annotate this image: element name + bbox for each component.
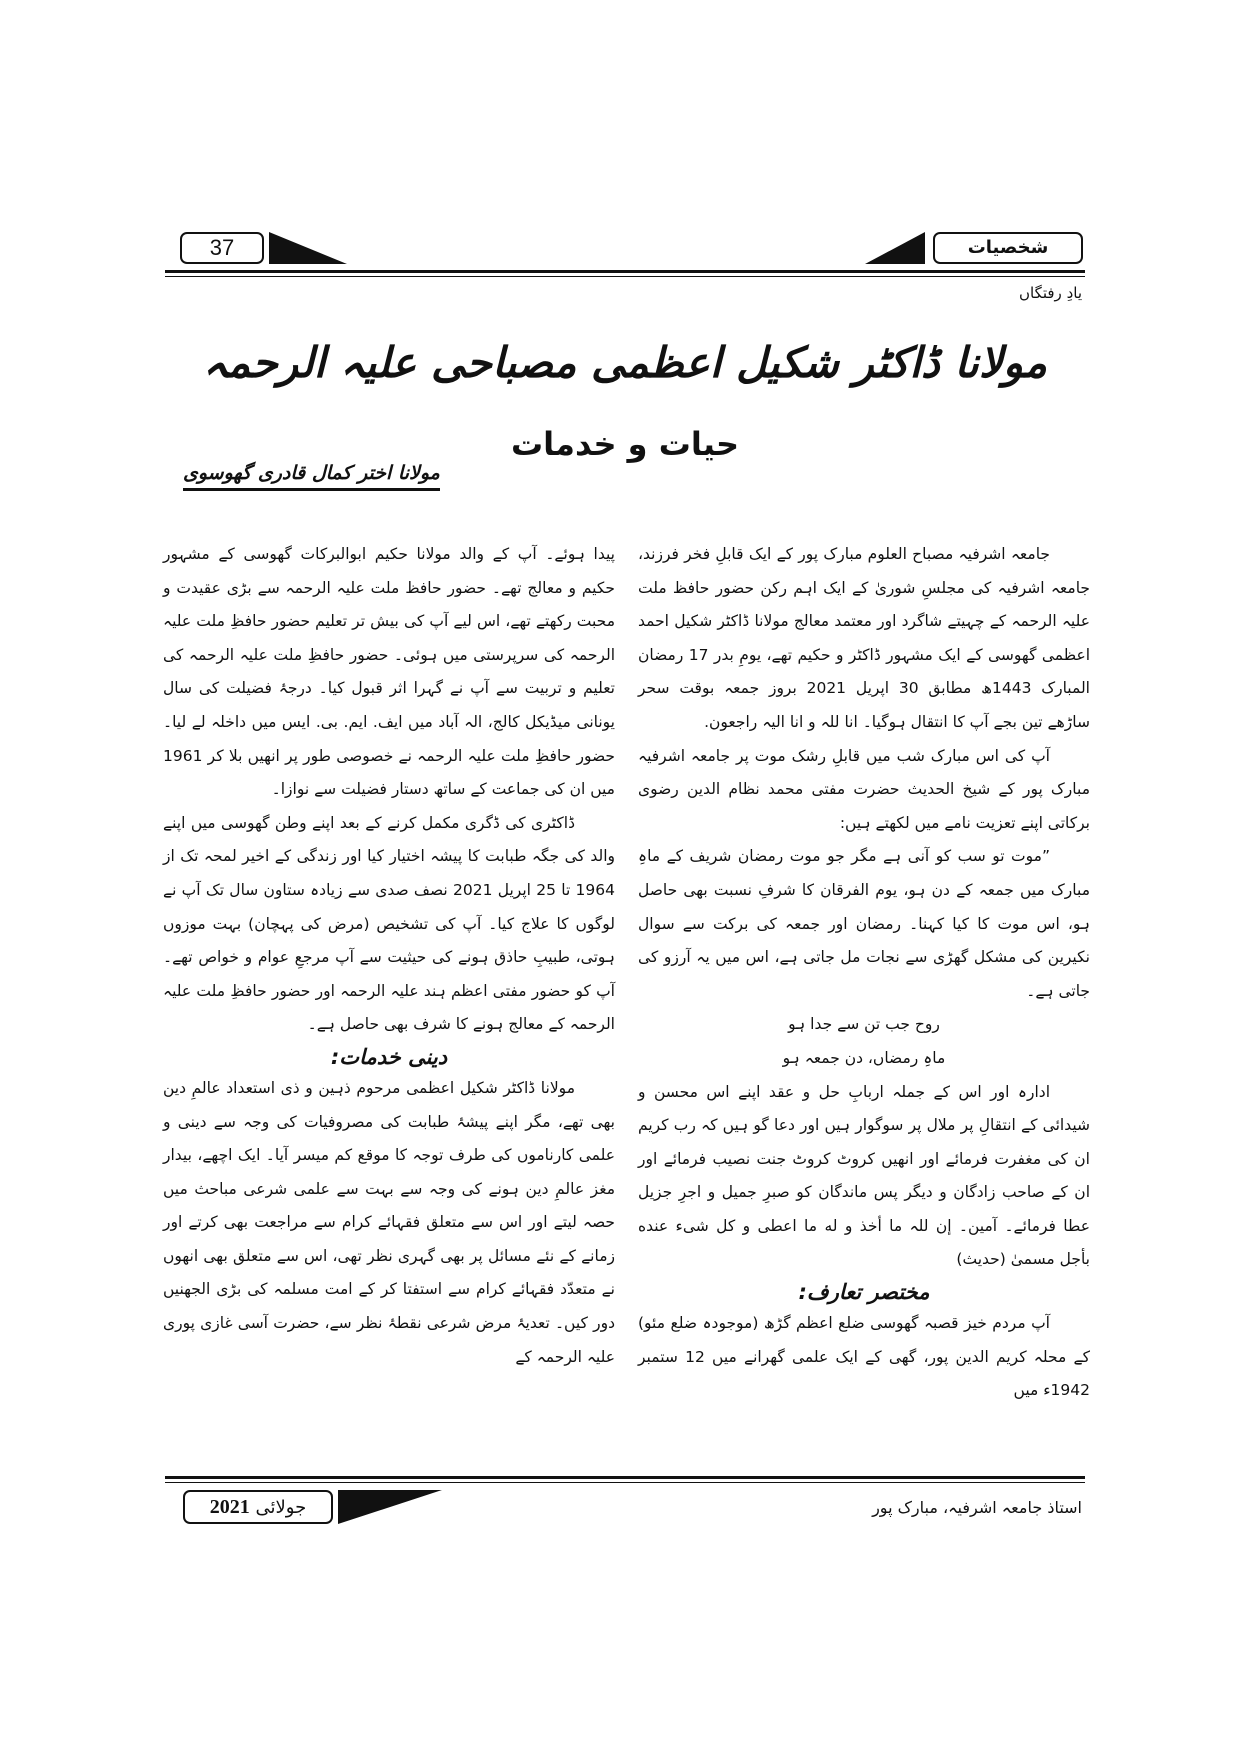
page-number-box: 37	[180, 232, 264, 264]
paragraph: آپ مردم خیز قصبہ گھوسی ضلع اعظم گڑھ (موجودہ ضلع مئو) کے محلہ کریم الدین پور، گھی کے ایک علمی گھرانے میں 12 ستمبر 1942ء میں	[638, 1314, 1090, 1400]
paragraph: جامعہ اشرفیہ مصباح العلوم مبارک پور کے ایک قابلِ فخر فرزند، جامعہ اشرفیہ کی مجلسِ شوریٰ کے ایک اہم رکن حضور حافظ ملت علیہ الرحمہ کے چہیتے شاگرد اور معتمد معالج مولانا ڈاکٹر شکیل احمد اعظمی گھوسی کے ایک مشہور ڈاکٹر و حکیم تھے، یومِ بدر 17 رمضان المبارک 1443ھ مطابق 30 اپریل 2021 بروز جمعہ بوقت سحر ساڑھے تین بجے آپ کا انتقال ہوگیا۔ انا للہ و انا الیہ راجعون.	[638, 545, 1091, 731]
author-byline: مولانا اختر کمال قادری گھوسوی	[183, 462, 440, 491]
paragraph: مولانا ڈاکٹر شکیل اعظمی مرحوم ذہین و ذی استعداد عالمِ دین بھی تھے، مگر اپنے پیشۂ طبابت کی مصروفیات کی وجہ سے دینی و علمی کارناموں کی طرف توجہ کا موقع کم میسر آیا۔ ایک اچھے، بیدار مغز عالمِ دین ہونے کی وجہ سے بہت سے علمی شرعی مباحث میں حصہ لیتے اور اس سے متعلق فقہائے کرام سے مراجعت بھی کرتے اور زمانے کے نئے مسائل پر بھی گہری نظر تھی، اس سے متعلق بھی انھوں نے متعدّد فقہائے کرام سے استفتا کر کے امت مسلمہ کی بڑی الجھنیں دور کیں۔ تعدیۂ مرض شرعی نقطۂ نظر سے، حضرت آسی غازی پوری علیہ الرحمہ کے	[163, 1078, 615, 1366]
paragraph: پیدا ہوئے۔ آپ کے والد مولانا حکیم ابوالبرکات گھوسی کے مشہور حکیم و معالج تھے۔ حضور حافظ ملت علیہ الرحمہ سے بڑی عقیدت و محبت رکھتے تھے، اس لیے آپ کی بیش تر تعلیم حضور حافظِ ملت علیہ الرحمہ کی سرپرستی میں ہوئی۔ حضور حافظِ ملت علیہ الرحمہ کی تعلیم و تربیت سے آپ نے گہرا اثر قبول کیا۔ درجۂ فضیلت کی سال یونانی میڈیکل کالج، الہ آباد میں ایف. ایم. بی. ایس میں داخلہ لے لیا۔ حضور حافظِ ملت علیہ الرحمہ نے خصوصی طور پر انھیں بلا کر 1961 میں ان کی جماعت کے ساتھ دستار فضیلت سے نوازا۔	[163, 545, 615, 799]
header-left-wedge-icon	[269, 232, 347, 264]
article-subtitle: حیات و خدمات	[511, 425, 739, 463]
verse-line: ماہِ رمضاں، دن جمعہ ہو	[782, 1048, 946, 1067]
author-affiliation: استاذ جامعہ اشرفیہ، مبارک پور	[872, 1498, 1082, 1517]
header-right-wedge-icon	[865, 232, 925, 264]
article-title: مولانا ڈاکٹر شکیل اعظمی مصباحی علیہ الرحمہ	[202, 338, 1048, 387]
header-rule-thick	[165, 270, 1085, 273]
left-column	[163, 538, 615, 1374]
issue-year: 2021	[209, 1496, 250, 1518]
verse-line: روح جب تن سے جدا ہو	[788, 1015, 940, 1034]
paragraph: ادارہ اور اس کے جملہ اربابِ حل و عقد اپنے اس محسن و شیدائی کے انتقالِ پر ملال پر سوگوار ہیں اور دعا گو ہیں کہ رب کریم ان کی مغفرت فرمائے اور انھیں کروٹ کروٹ جنت نصیب فرمائے اور ان کے صاحب زادگان و دیگر پس ماندگان کو صبرِ جمیل و اجرِ جزیل عطا فرمائے۔ آمین۔ إن للہ ما أخذ و له ما اعطی و کل شیء عنده بأجل مسمیٰ (حدیث)	[638, 1082, 1090, 1269]
footer-rule-thick	[165, 1476, 1085, 1479]
page-header	[165, 228, 1085, 268]
section-label-box: شخصیات	[933, 232, 1083, 264]
header-rule-thin	[165, 276, 1085, 277]
right-column	[638, 538, 1090, 1408]
issue-month: جولائی	[255, 1497, 307, 1518]
quote-paragraph: ”موت تو سب کو آنی ہے مگر جو موت رمضان شریف کے ماہِ مبارک میں جمعہ کے دن ہو، یوم الفرقان کا شرفِ نسبت بھی حاصل ہو، اس موت کا کیا کہنا۔ رمضان اور جمعہ کی برکت سے سوال نکیرین کی مشکل گھڑی سے نجات مل جاتی ہے، اس میں یہ آرزو کی جاتی ہے۔	[638, 847, 1090, 1000]
footer-wedge-icon	[338, 1490, 442, 1524]
paragraph: آپ کی اس مبارک شب میں قابلِ رشک موت پر جامعہ اشرفیہ مبارک پور کے شیخ الحدیث حضرت مفتی محمد نظام الدین رضوی برکاتی اپنے تعزیت نامے میں لکھتے ہیں:	[638, 746, 1090, 832]
issue-date-box	[183, 1490, 333, 1524]
paragraph: ڈاکٹری کی ڈگری مکمل کرنے کے بعد اپنے وطن گھوسی میں اپنے والد کی جگہ طبابت کا پیشہ اختیار کیا اور زندگی کے اخیر لمحہ تک از 1964 تا 25 اپریل 2021 نصف صدی سے زیادہ ستاون سال تک آپ نے لوگوں کا علاج کیا۔ آپ کی تشخیص (مرض کی پہچان) بہت موزوں ہوتی، طبیبِ حاذق ہونے کی حیثیت سے آپ مرجعِ عوام و خواص تھے۔ آپ کو حضور مفتی اعظم ہند علیہ الرحمہ اور حضور حافظِ ملت علیہ الرحمہ کے معالج ہونے کا شرف بھی حاصل ہے۔	[163, 813, 615, 1034]
section-heading: دینی خدمات:	[330, 1044, 448, 1069]
footer-rule-thin	[165, 1482, 1085, 1483]
kicker: یادِ رفتگاں	[1018, 284, 1082, 302]
section-heading: مختصر تعارف:	[798, 1280, 930, 1305]
